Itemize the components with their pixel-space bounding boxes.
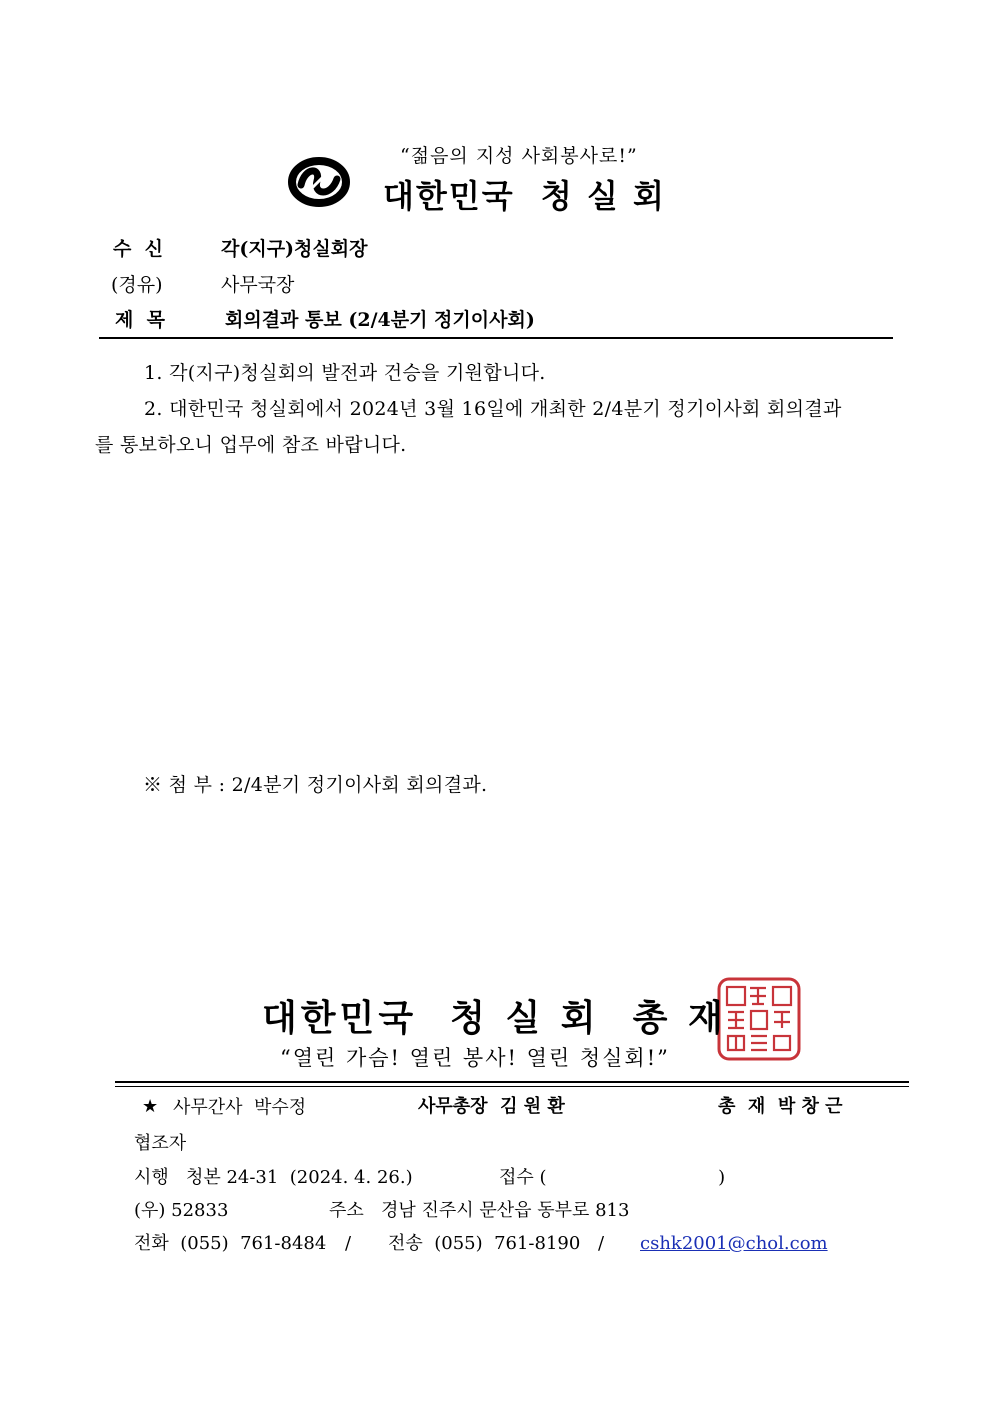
email-link[interactable]: cshk2001@chol.com: [640, 1233, 828, 1254]
staff-name: 사무간사 박수정: [173, 1097, 307, 1118]
footer-divider-thick: [115, 1081, 909, 1083]
via-value: 사무국장: [221, 274, 295, 296]
star-icon: ★: [142, 1096, 159, 1117]
reception-info: 접수 ( ): [499, 1167, 726, 1188]
paragraph-1: 1. 각(지구)청실회의 발전과 건승을 기원합니다.: [144, 362, 546, 384]
footer-divider-thin: [115, 1086, 909, 1087]
official-seal-icon: [716, 976, 802, 1062]
separator-2: /: [598, 1233, 605, 1254]
phone-number: 전화 (055) 761-8484: [134, 1233, 327, 1254]
address: 주소 경남 진주시 문산읍 동부로 813: [329, 1200, 630, 1221]
subject-label: 제 목: [115, 309, 165, 331]
header-divider: [99, 337, 893, 339]
paragraph-2-line-2: 를 통보하오니 업무에 참조 바랍니다.: [95, 434, 407, 456]
president-name: 총 재 박 창 근: [718, 1096, 843, 1117]
cooperator-label: 협조자: [134, 1133, 187, 1154]
recipient-value: 각(지구)청실회장: [221, 238, 368, 260]
org-logo-icon: [287, 155, 351, 209]
fax-number: 전송 (055) 761-8190: [388, 1233, 581, 1254]
recipient-label: 수 신: [113, 238, 163, 260]
postal-code: (우) 52833: [134, 1200, 229, 1221]
enforcement-info: 시행 청본 24-31 (2024. 4. 26.): [134, 1167, 413, 1188]
via-label: (경유): [111, 274, 163, 296]
paragraph-2-line-1: 2. 대한민국 청실회에서 2024년 3월 16일에 개최한 2/4분기 정기이사회 회의결과: [144, 398, 842, 420]
footer-slogan: “열린 가슴! 열린 봉사! 열린 청실회!”: [280, 1046, 670, 1070]
subject-value: 회의결과 통보 (2/4분기 정기이사회): [225, 309, 535, 331]
attachment-note: ※ 첨 부 : 2/4분기 정기이사회 회의결과.: [143, 774, 488, 796]
separator-1: /: [345, 1233, 352, 1254]
header-slogan: “젊음의 지성 사회봉사로!”: [400, 145, 638, 167]
secretary-general: 사무총장 김 원 환: [418, 1096, 565, 1117]
org-title: 대한민국 청 실 회: [383, 177, 666, 215]
issuer-title: 대한민국 청 실 회 총 재: [262, 997, 727, 1039]
